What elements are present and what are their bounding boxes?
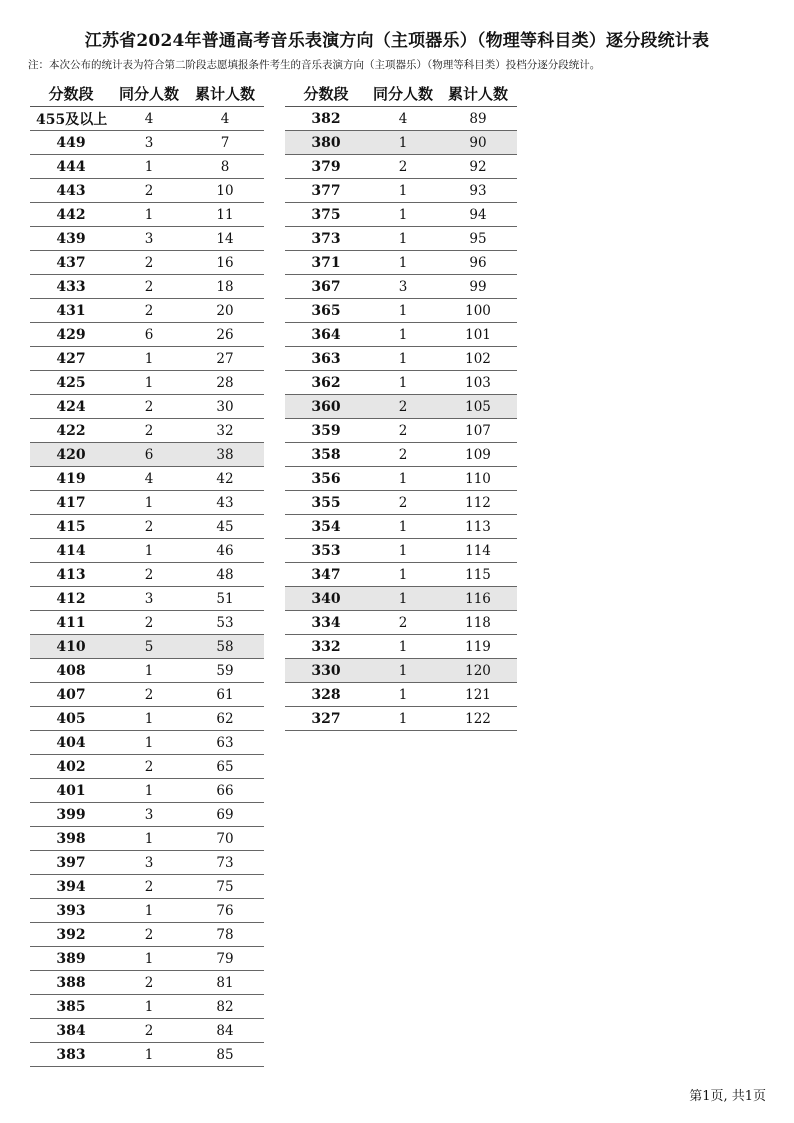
cumulative-cell: 7 xyxy=(186,131,264,155)
table-row xyxy=(285,395,517,419)
table-row xyxy=(285,179,517,203)
count-cell: 1 xyxy=(112,899,186,923)
score-cell: 431 xyxy=(30,299,112,323)
count-cell: 1 xyxy=(112,779,186,803)
score-cell: 410 xyxy=(30,635,112,659)
cumulative-cell: 103 xyxy=(439,371,517,395)
score-cell: 365 xyxy=(285,299,367,323)
cumulative-cell: 95 xyxy=(439,227,517,251)
table-row xyxy=(30,611,264,635)
cumulative-cell: 110 xyxy=(439,467,517,491)
table-row xyxy=(285,203,517,227)
score-cell: 399 xyxy=(30,803,112,827)
score-cell: 397 xyxy=(30,851,112,875)
table-row xyxy=(30,1019,264,1043)
count-cell: 1 xyxy=(367,227,439,251)
cumulative-cell: 109 xyxy=(439,443,517,467)
table-row xyxy=(285,659,517,683)
table-row xyxy=(30,1043,264,1067)
page-title: 江苏省2024年普通高考音乐表演方向（主项器乐）（物理等科目类）逐分段统计表 xyxy=(84,31,710,51)
cumulative-cell: 105 xyxy=(439,395,517,419)
table-row xyxy=(30,899,264,923)
count-cell: 2 xyxy=(112,179,186,203)
count-cell: 1 xyxy=(367,515,439,539)
score-cell: 367 xyxy=(285,275,367,299)
cumulative-cell: 107 xyxy=(439,419,517,443)
count-cell: 1 xyxy=(367,539,439,563)
score-cell: 355 xyxy=(285,491,367,515)
cumulative-cell: 48 xyxy=(186,563,264,587)
cumulative-cell: 76 xyxy=(186,899,264,923)
cumulative-cell: 11 xyxy=(186,203,264,227)
count-cell: 1 xyxy=(112,947,186,971)
table-row xyxy=(285,683,517,707)
count-cell: 1 xyxy=(112,491,186,515)
cumulative-cell: 94 xyxy=(439,203,517,227)
score-cell: 327 xyxy=(285,707,367,731)
table-row xyxy=(285,131,517,155)
cumulative-cell: 92 xyxy=(439,155,517,179)
score-cell: 404 xyxy=(30,731,112,755)
cumulative-cell: 120 xyxy=(439,659,517,683)
count-cell: 1 xyxy=(367,347,439,371)
cumulative-cell: 28 xyxy=(186,371,264,395)
score-cell: 393 xyxy=(30,899,112,923)
table-row xyxy=(30,419,264,443)
count-cell: 2 xyxy=(112,1019,186,1043)
table-row xyxy=(30,707,264,731)
count-cell: 4 xyxy=(367,107,439,131)
cumulative-cell: 46 xyxy=(186,539,264,563)
score-table-left-body xyxy=(30,107,264,1067)
score-cell: 437 xyxy=(30,251,112,275)
table-row xyxy=(285,563,517,587)
score-cell: 384 xyxy=(30,1019,112,1043)
table-row xyxy=(285,251,517,275)
header-score: 分数段 xyxy=(30,80,112,107)
table-row xyxy=(285,635,517,659)
count-cell: 1 xyxy=(367,179,439,203)
cumulative-cell: 30 xyxy=(186,395,264,419)
score-cell: 360 xyxy=(285,395,367,419)
table-row xyxy=(30,203,264,227)
count-cell: 3 xyxy=(112,131,186,155)
count-cell: 2 xyxy=(367,155,439,179)
score-cell: 380 xyxy=(285,131,367,155)
count-cell: 2 xyxy=(367,395,439,419)
score-cell: 389 xyxy=(30,947,112,971)
table-row xyxy=(30,275,264,299)
cumulative-cell: 69 xyxy=(186,803,264,827)
score-cell: 377 xyxy=(285,179,367,203)
cumulative-cell: 82 xyxy=(186,995,264,1019)
score-cell: 394 xyxy=(30,875,112,899)
table-row xyxy=(285,467,517,491)
table-row xyxy=(285,227,517,251)
score-cell: 364 xyxy=(285,323,367,347)
table-row xyxy=(30,491,264,515)
cumulative-cell: 45 xyxy=(186,515,264,539)
score-cell: 362 xyxy=(285,371,367,395)
cumulative-cell: 89 xyxy=(439,107,517,131)
cumulative-cell: 32 xyxy=(186,419,264,443)
score-cell: 401 xyxy=(30,779,112,803)
cumulative-cell: 116 xyxy=(439,587,517,611)
count-cell: 3 xyxy=(112,587,186,611)
count-cell: 2 xyxy=(112,611,186,635)
score-cell: 415 xyxy=(30,515,112,539)
score-cell: 449 xyxy=(30,131,112,155)
cumulative-cell: 113 xyxy=(439,515,517,539)
score-cell: 334 xyxy=(285,611,367,635)
cumulative-cell: 59 xyxy=(186,659,264,683)
cumulative-cell: 100 xyxy=(439,299,517,323)
table-row xyxy=(30,443,264,467)
score-cell: 422 xyxy=(30,419,112,443)
table-row xyxy=(30,323,264,347)
table-row xyxy=(285,419,517,443)
cumulative-cell: 38 xyxy=(186,443,264,467)
count-cell: 1 xyxy=(367,323,439,347)
score-cell: 417 xyxy=(30,491,112,515)
count-cell: 3 xyxy=(112,851,186,875)
score-cell: 340 xyxy=(285,587,367,611)
count-cell: 1 xyxy=(367,563,439,587)
table-row xyxy=(30,227,264,251)
count-cell: 1 xyxy=(367,707,439,731)
cumulative-cell: 27 xyxy=(186,347,264,371)
table-row xyxy=(285,587,517,611)
count-cell: 3 xyxy=(112,803,186,827)
table-row xyxy=(30,467,264,491)
score-cell: 427 xyxy=(30,347,112,371)
cumulative-cell: 14 xyxy=(186,227,264,251)
count-cell: 1 xyxy=(112,659,186,683)
count-cell: 2 xyxy=(112,971,186,995)
score-cell: 420 xyxy=(30,443,112,467)
count-cell: 2 xyxy=(367,611,439,635)
count-cell: 2 xyxy=(112,923,186,947)
count-cell: 2 xyxy=(367,443,439,467)
count-cell: 2 xyxy=(112,275,186,299)
cumulative-cell: 66 xyxy=(186,779,264,803)
table-row xyxy=(30,875,264,899)
cumulative-cell: 42 xyxy=(186,467,264,491)
header-score: 分数段 xyxy=(285,80,367,107)
score-cell: 347 xyxy=(285,563,367,587)
score-cell: 455及以上 xyxy=(30,107,112,131)
score-cell: 382 xyxy=(285,107,367,131)
count-cell: 1 xyxy=(112,827,186,851)
score-cell: 371 xyxy=(285,251,367,275)
page-note: 注：本次公布的统计表为符合第二阶段志愿填报条件考生的音乐表演方向（主项器乐）（物理等科目类）投档分逐分段统计。 xyxy=(28,59,601,71)
cumulative-cell: 58 xyxy=(186,635,264,659)
cumulative-cell: 62 xyxy=(186,707,264,731)
score-cell: 429 xyxy=(30,323,112,347)
count-cell: 2 xyxy=(112,299,186,323)
count-cell: 5 xyxy=(112,635,186,659)
score-cell: 353 xyxy=(285,539,367,563)
cumulative-cell: 78 xyxy=(186,923,264,947)
table-row xyxy=(285,275,517,299)
cumulative-cell: 119 xyxy=(439,635,517,659)
table-row xyxy=(30,731,264,755)
table-row xyxy=(30,635,264,659)
score-table-left xyxy=(30,80,264,1067)
cumulative-cell: 26 xyxy=(186,323,264,347)
table-row xyxy=(30,539,264,563)
count-cell: 1 xyxy=(112,203,186,227)
score-cell: 392 xyxy=(30,923,112,947)
score-cell: 379 xyxy=(285,155,367,179)
table-row xyxy=(30,947,264,971)
cumulative-cell: 101 xyxy=(439,323,517,347)
score-cell: 402 xyxy=(30,755,112,779)
table-header-row xyxy=(285,80,517,107)
count-cell: 2 xyxy=(367,419,439,443)
score-cell: 358 xyxy=(285,443,367,467)
count-cell: 1 xyxy=(112,347,186,371)
cumulative-cell: 85 xyxy=(186,1043,264,1067)
cumulative-cell: 84 xyxy=(186,1019,264,1043)
score-cell: 433 xyxy=(30,275,112,299)
score-cell: 419 xyxy=(30,467,112,491)
cumulative-cell: 73 xyxy=(186,851,264,875)
cumulative-cell: 96 xyxy=(439,251,517,275)
table-row xyxy=(285,155,517,179)
score-cell: 443 xyxy=(30,179,112,203)
table-row xyxy=(30,827,264,851)
count-cell: 1 xyxy=(367,467,439,491)
count-cell: 1 xyxy=(112,707,186,731)
cumulative-cell: 53 xyxy=(186,611,264,635)
table-row xyxy=(30,971,264,995)
table-row xyxy=(285,707,517,731)
score-cell: 373 xyxy=(285,227,367,251)
count-cell: 1 xyxy=(112,539,186,563)
score-table-right xyxy=(285,80,517,731)
count-cell: 1 xyxy=(112,155,186,179)
count-cell: 4 xyxy=(112,107,186,131)
table-row xyxy=(30,587,264,611)
table-row xyxy=(285,539,517,563)
cumulative-cell: 16 xyxy=(186,251,264,275)
table-row xyxy=(30,107,264,131)
table-row xyxy=(30,995,264,1019)
table-row xyxy=(30,659,264,683)
cumulative-cell: 10 xyxy=(186,179,264,203)
table-row xyxy=(285,323,517,347)
score-cell: 425 xyxy=(30,371,112,395)
score-cell: 375 xyxy=(285,203,367,227)
score-cell: 383 xyxy=(30,1043,112,1067)
score-cell: 332 xyxy=(285,635,367,659)
count-cell: 1 xyxy=(112,995,186,1019)
score-cell: 354 xyxy=(285,515,367,539)
score-cell: 442 xyxy=(30,203,112,227)
count-cell: 2 xyxy=(112,563,186,587)
score-cell: 424 xyxy=(30,395,112,419)
table-row xyxy=(30,755,264,779)
cumulative-cell: 63 xyxy=(186,731,264,755)
count-cell: 1 xyxy=(367,659,439,683)
cumulative-cell: 70 xyxy=(186,827,264,851)
count-cell: 1 xyxy=(367,131,439,155)
cumulative-cell: 8 xyxy=(186,155,264,179)
header-count: 同分人数 xyxy=(112,80,186,107)
score-cell: 356 xyxy=(285,467,367,491)
score-cell: 444 xyxy=(30,155,112,179)
count-cell: 1 xyxy=(367,299,439,323)
count-cell: 2 xyxy=(112,875,186,899)
cumulative-cell: 18 xyxy=(186,275,264,299)
cumulative-cell: 65 xyxy=(186,755,264,779)
table-row xyxy=(30,803,264,827)
table-row xyxy=(30,683,264,707)
table-row xyxy=(30,155,264,179)
count-cell: 2 xyxy=(112,515,186,539)
table-row xyxy=(30,179,264,203)
count-cell: 6 xyxy=(112,443,186,467)
table-row xyxy=(285,371,517,395)
cumulative-cell: 112 xyxy=(439,491,517,515)
table-row xyxy=(285,107,517,131)
cumulative-cell: 79 xyxy=(186,947,264,971)
table-row xyxy=(30,131,264,155)
table-row xyxy=(30,779,264,803)
page-footer: 第1页, 共1页 xyxy=(689,1089,766,1104)
table-header-row xyxy=(30,80,264,107)
count-cell: 4 xyxy=(112,467,186,491)
table-row xyxy=(30,371,264,395)
count-cell: 2 xyxy=(112,683,186,707)
table-row xyxy=(30,299,264,323)
score-cell: 398 xyxy=(30,827,112,851)
cumulative-cell: 114 xyxy=(439,539,517,563)
count-cell: 1 xyxy=(112,371,186,395)
cumulative-cell: 99 xyxy=(439,275,517,299)
score-cell: 408 xyxy=(30,659,112,683)
table-row xyxy=(30,851,264,875)
table-row xyxy=(30,347,264,371)
count-cell: 2 xyxy=(112,419,186,443)
header-cumulative: 累计人数 xyxy=(186,80,264,107)
header-count: 同分人数 xyxy=(367,80,439,107)
cumulative-cell: 51 xyxy=(186,587,264,611)
count-cell: 1 xyxy=(367,203,439,227)
cumulative-cell: 90 xyxy=(439,131,517,155)
count-cell: 1 xyxy=(367,587,439,611)
cumulative-cell: 115 xyxy=(439,563,517,587)
count-cell: 1 xyxy=(112,1043,186,1067)
count-cell: 1 xyxy=(112,731,186,755)
count-cell: 1 xyxy=(367,635,439,659)
score-cell: 414 xyxy=(30,539,112,563)
count-cell: 1 xyxy=(367,371,439,395)
cumulative-cell: 75 xyxy=(186,875,264,899)
table-row xyxy=(285,515,517,539)
table-row xyxy=(30,515,264,539)
count-cell: 3 xyxy=(367,275,439,299)
table-row xyxy=(285,299,517,323)
table-row xyxy=(30,251,264,275)
cumulative-cell: 4 xyxy=(186,107,264,131)
table-row xyxy=(30,395,264,419)
score-cell: 330 xyxy=(285,659,367,683)
score-table-right-body xyxy=(285,107,517,731)
header-cumulative: 累计人数 xyxy=(439,80,517,107)
count-cell: 2 xyxy=(367,491,439,515)
table-row xyxy=(285,611,517,635)
cumulative-cell: 102 xyxy=(439,347,517,371)
cumulative-cell: 61 xyxy=(186,683,264,707)
score-cell: 328 xyxy=(285,683,367,707)
count-cell: 2 xyxy=(112,251,186,275)
cumulative-cell: 43 xyxy=(186,491,264,515)
cumulative-cell: 20 xyxy=(186,299,264,323)
table-row xyxy=(285,347,517,371)
score-cell: 411 xyxy=(30,611,112,635)
score-cell: 405 xyxy=(30,707,112,731)
count-cell: 6 xyxy=(112,323,186,347)
count-cell: 3 xyxy=(112,227,186,251)
score-cell: 407 xyxy=(30,683,112,707)
cumulative-cell: 93 xyxy=(439,179,517,203)
score-cell: 363 xyxy=(285,347,367,371)
score-cell: 439 xyxy=(30,227,112,251)
score-cell: 388 xyxy=(30,971,112,995)
score-cell: 385 xyxy=(30,995,112,1019)
count-cell: 1 xyxy=(367,251,439,275)
count-cell: 2 xyxy=(112,395,186,419)
score-cell: 413 xyxy=(30,563,112,587)
score-cell: 412 xyxy=(30,587,112,611)
table-row xyxy=(30,563,264,587)
table-row xyxy=(30,923,264,947)
score-cell: 359 xyxy=(285,419,367,443)
cumulative-cell: 81 xyxy=(186,971,264,995)
count-cell: 1 xyxy=(367,683,439,707)
count-cell: 2 xyxy=(112,755,186,779)
table-row xyxy=(285,443,517,467)
table-row xyxy=(285,491,517,515)
cumulative-cell: 122 xyxy=(439,707,517,731)
cumulative-cell: 121 xyxy=(439,683,517,707)
cumulative-cell: 118 xyxy=(439,611,517,635)
